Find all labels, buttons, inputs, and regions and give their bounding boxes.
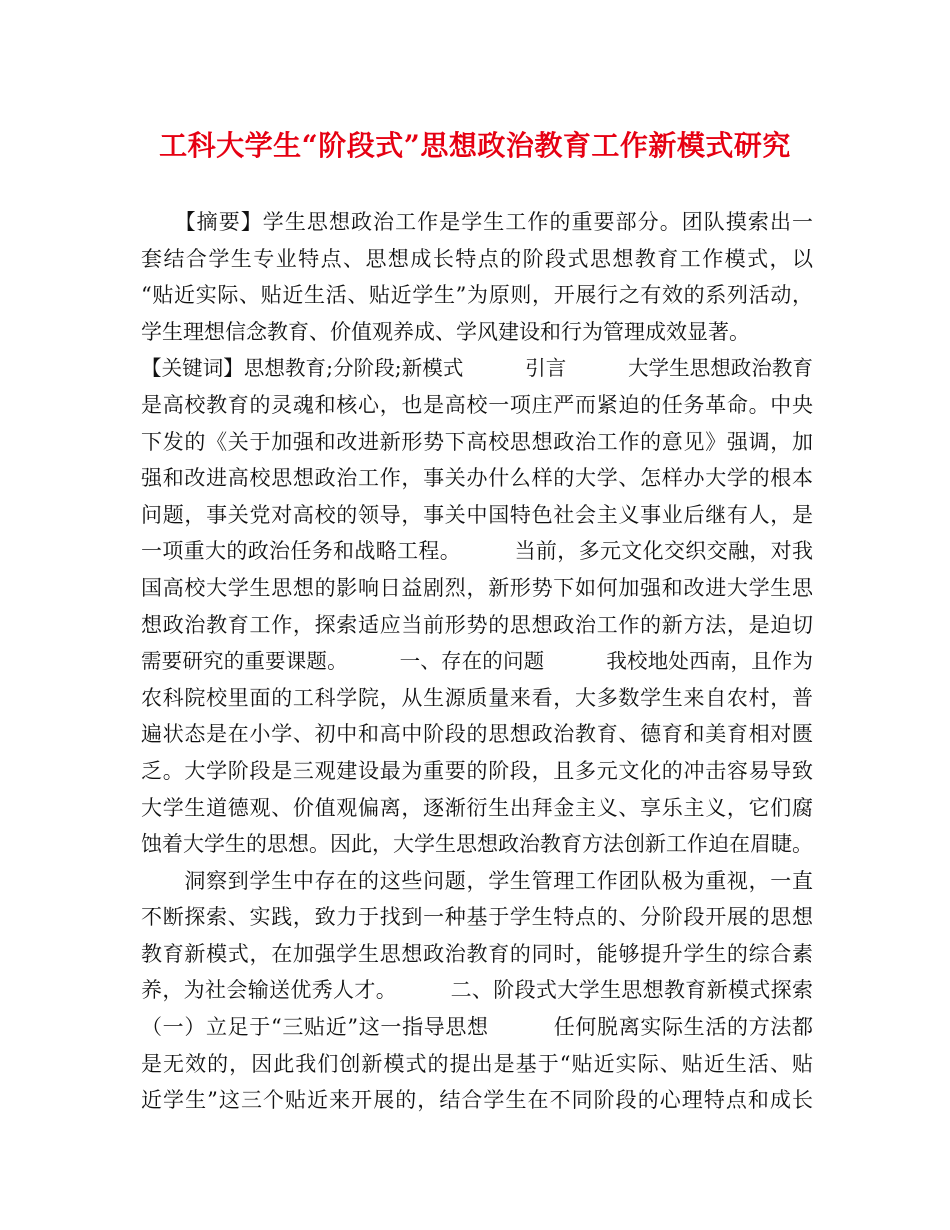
body-line: （一）立足于“三贴近”这一指导思想 任何脱离实际生活的方法都 <box>141 1015 813 1040</box>
body-line: 遍状态是在小学、初中和高中阶段的思想政治教育、德育和美育相对匮 <box>141 722 813 747</box>
body-line: 乏。大学阶段是三观建设最为重要的阶段，且多元文化的冲击容易导致 <box>141 758 813 783</box>
document-body <box>141 204 813 1119</box>
body-line: 是无效的，因此我们创新模式的提出是基于“贴近实际、贴近生活、贴 <box>141 1051 813 1076</box>
body-line: 一项重大的政治任务和战略工程。 当前，多元文化交织交融，对我 <box>141 539 813 564</box>
body-line: 农科院校里面的工科学院，从生源质量来看，大多数学生来自农村，普 <box>141 685 813 710</box>
body-line: 国高校大学生思想的影响日益剧烈，新形势下如何加强和改进大学生思 <box>141 575 813 600</box>
body-line: 近学生”这三个贴近来开展的，结合学生在不同阶段的心理特点和成长 <box>141 1088 813 1113</box>
body-line: 洞察到学生中存在的这些问题，学生管理工作团队极为重视，一直 <box>141 868 813 893</box>
body-line: 蚀着大学生的思想。因此，大学生思想政治教育方法创新工作迫在眉睫。 <box>141 832 813 857</box>
body-line: 大学生道德观、价值观偏离，逐渐衍生出拜金主义、享乐主义，它们腐 <box>141 795 813 820</box>
body-line: 【关键词】思想教育;分阶段;新模式 引言 大学生思想政治教育 <box>141 356 813 381</box>
body-line: 是高校教育的灵魂和核心，也是高校一项庄严而紧迫的任务革命。中央 <box>141 392 813 417</box>
body-line: 想政治教育工作，探索适应当前形势的思想政治工作的新方法，是迫切 <box>141 612 813 637</box>
body-line: 强和改进高校思想政治工作，事关办什么样的大学、怎样办大学的根本 <box>141 466 813 491</box>
document-title: 工科大学生“阶段式”思想政治教育工作新模式研究 <box>159 129 791 162</box>
body-line: 套结合学生专业特点、思想成长特点的阶段式思想教育工作模式，以 <box>141 246 813 271</box>
body-line: 养，为社会输送优秀人才。 二、阶段式大学生思想教育新模式探索 <box>141 978 813 1003</box>
body-line: 学生理想信念教育、价值观养成、学风建设和行为管理成效显著。 <box>141 319 750 344</box>
body-line: “贴近实际、贴近生活、贴近学生”为原则，开展行之有效的系列活动， <box>141 283 813 308</box>
body-line: 需要研究的重要课题。 一、存在的问题 我校地处西南，且作为 <box>141 649 813 674</box>
body-line: 问题，事关党对高校的领导，事关中国特色社会主义事业后继有人，是 <box>141 502 813 527</box>
body-line: 【摘要】学生思想政治工作是学生工作的重要部分。团队摸索出一 <box>141 210 813 234</box>
body-line: 教育新模式，在加强学生思想政治教育的同时，能够提升学生的综合素 <box>141 941 813 966</box>
body-line: 下发的《关于加强和改进新形势下高校思想政治工作的意见》强调，加 <box>141 429 813 454</box>
body-line: 不断探索、实践，致力于找到一种基于学生特点的、分阶段开展的思想 <box>141 905 813 930</box>
